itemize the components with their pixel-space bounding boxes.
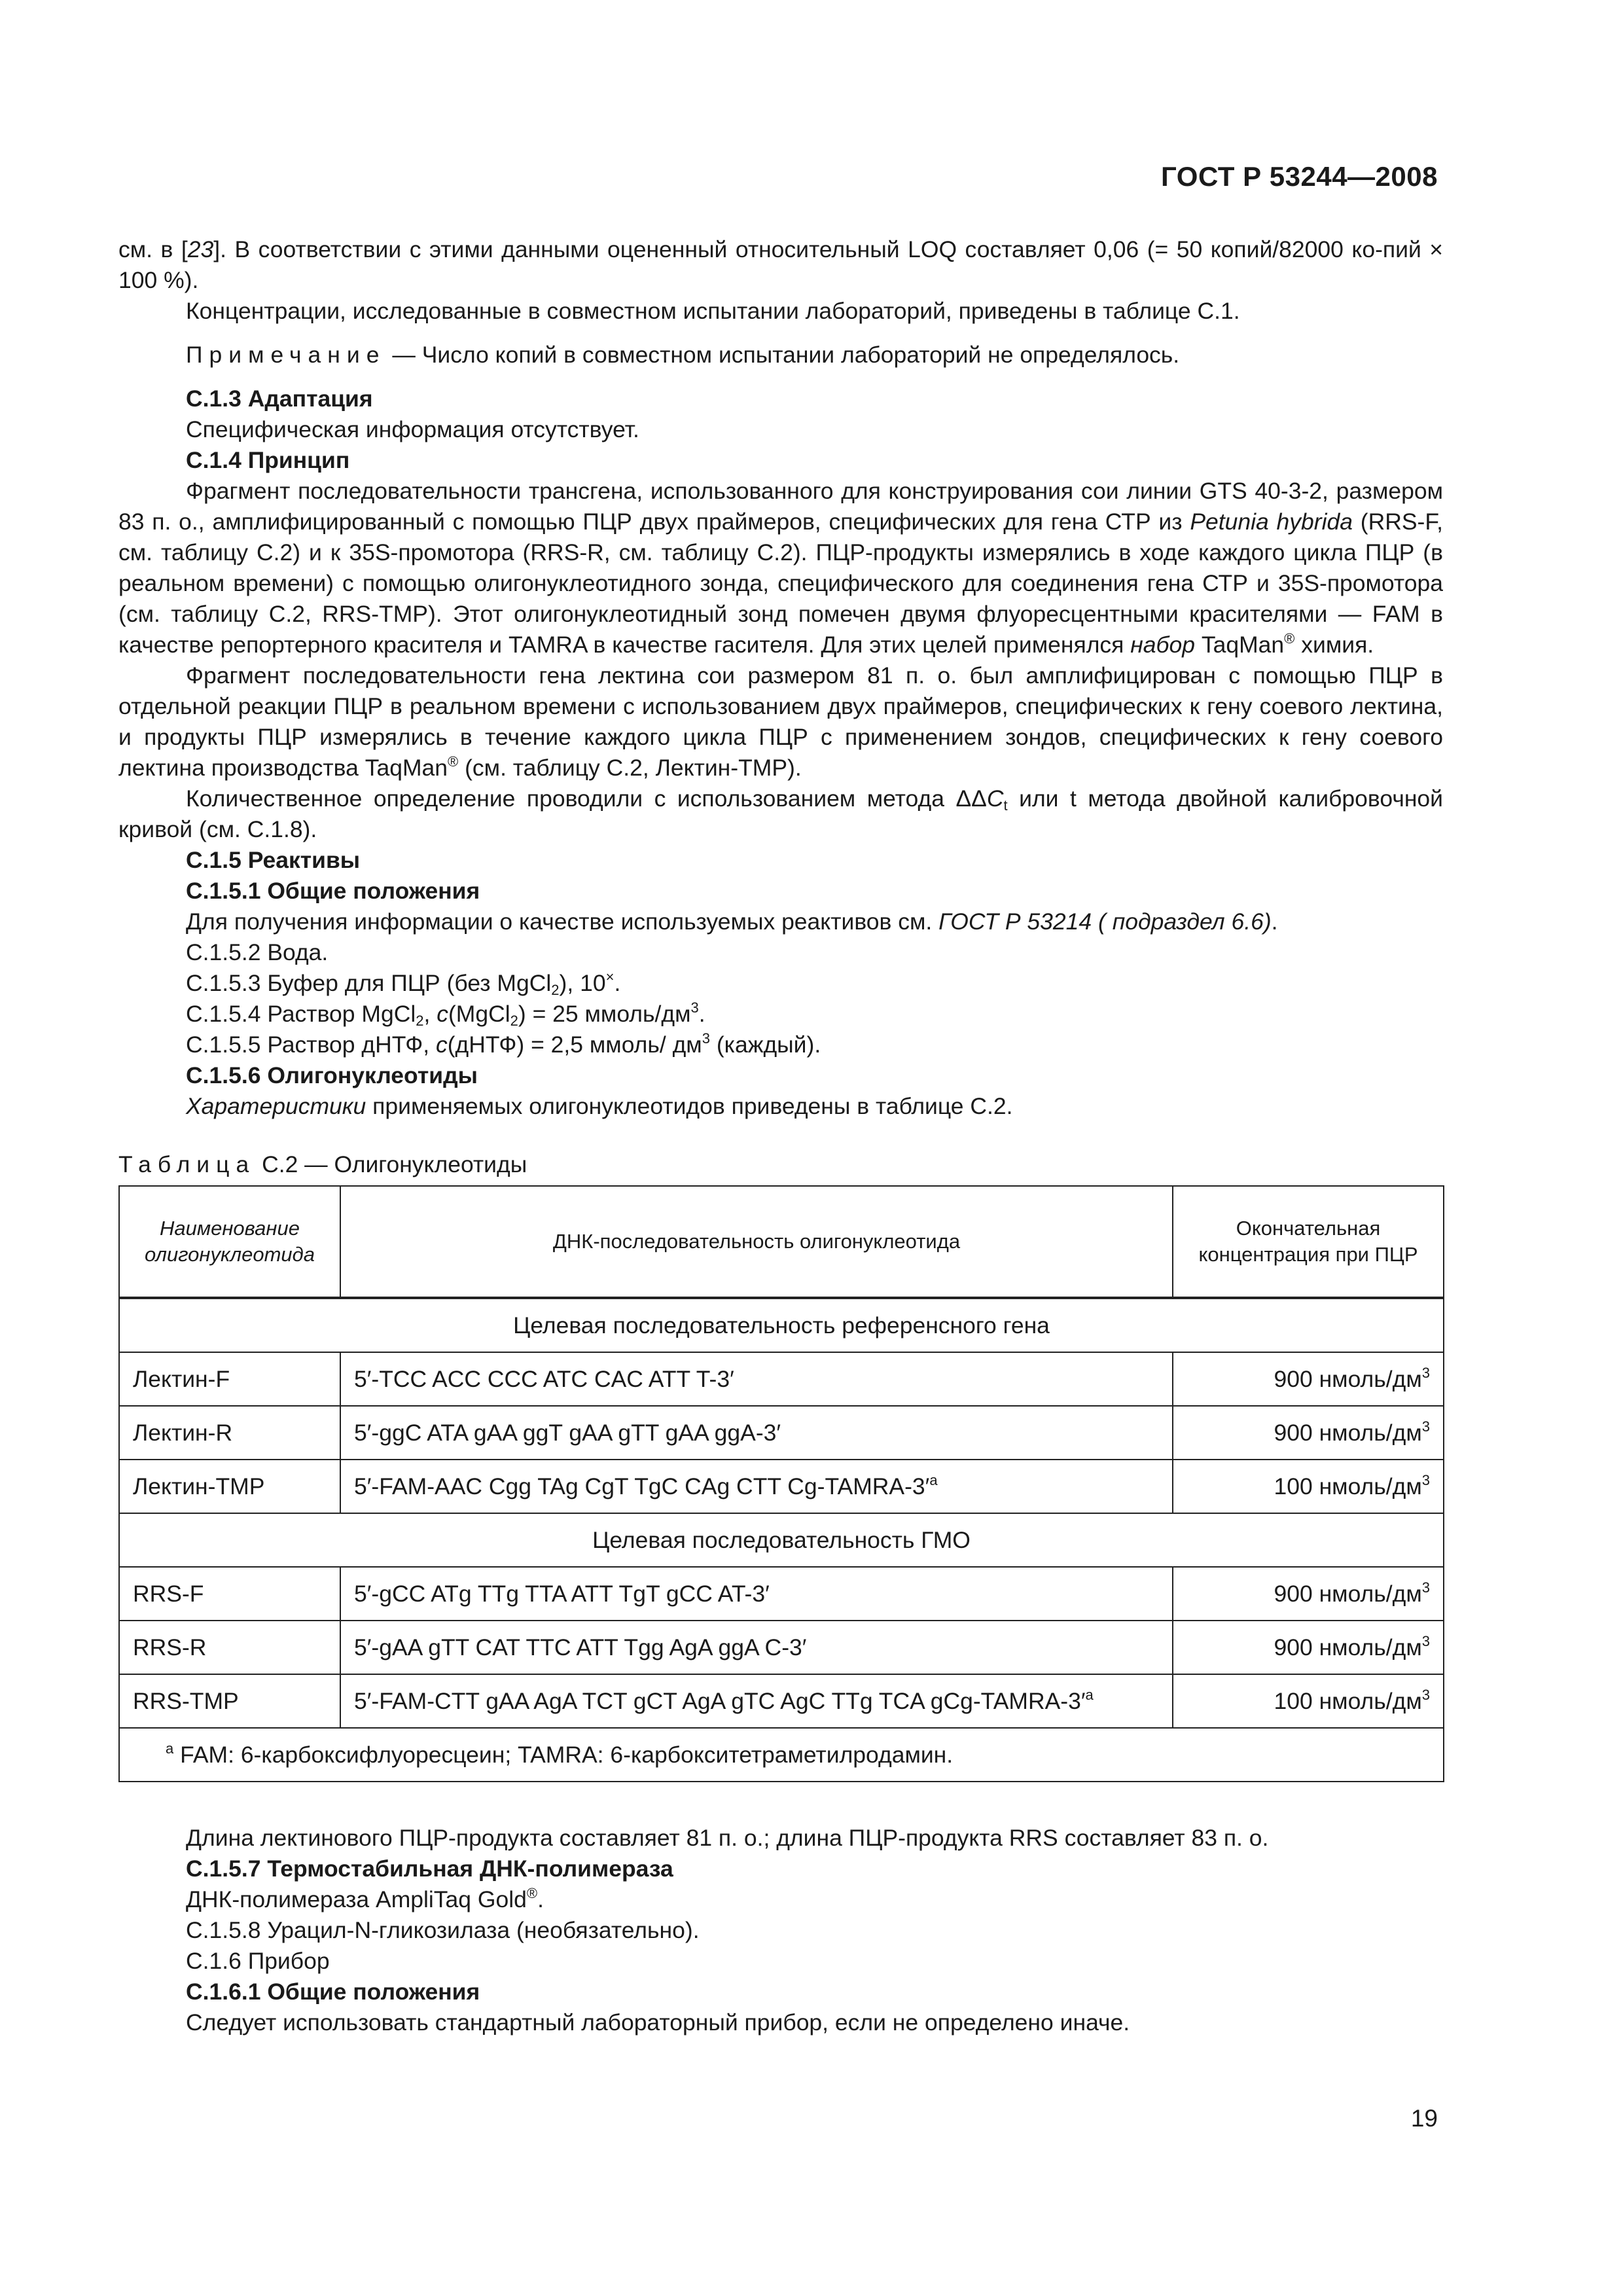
paragraph-c156: Харатеристики применяемых олигонуклеотидов приведены в таблице С.2. <box>186 1093 1013 1119</box>
paragraph-concentrations: Концентрации, исследованные в совместном испытании лабораторий, приведены в таблице С.1. <box>186 298 1240 324</box>
paragraph-c157: ДНК-полимераза AmpliTaq Gold®. <box>186 1885 544 1912</box>
paragraph-product-length: Длина лектинового ПЦР-продукта составляет 81 п. о.; длина ПЦР-продукта RRS составляет 83 п. о. <box>186 1825 1269 1851</box>
section-heading-c161: С.1.6.1 Общие положения <box>186 1979 480 2005</box>
cell-sequence: 5′-FAM-AAC Cgg TAg CgT TgC CAg CTT $Cg-TAMRA-3'^а$ <box>340 1460 1173 1513</box>
column-header-name: Наименование олигонуклеотида <box>119 1186 340 1298</box>
cell-concentration: 900 нмоль/$дм^3$ <box>1173 1406 1444 1460</box>
note: Примечание — Число копий в совместном испытании лабораторий не определялось. <box>186 342 1180 368</box>
cell-name: RRS-TMP <box>119 1674 340 1728</box>
paragraph-c13: Специфическая информация отсутствует. <box>186 416 639 442</box>
section-heading-c15: С.1.5 Реактивы <box>186 847 361 873</box>
table-footnote-row <box>119 1728 1444 1782</box>
paragraph-c14-principle: Фрагмент последовательности трансгена, использованного для конструирования сои линии GTS 40-3-2, размером 83 п. о., амплифицированный с помощью ПЦР двух праймеров, специфических для гена СТР из Petunia hybrida (RRS-F, см. таблицу С.2) и к 35S-промотора (RRS-R, см. таблицу С.2). ПЦР-продукты измерялись в ходе каждого цикла ПЦР (в реальном времени) с помощью олигонуклеотидного зонда, специфического для соединения гена СТР и 35S-промотора (см. таблицу С.2, RRS-TMP). Этот олигонуклеотидный зонд помечен двумя флуоресцентными красителями — FAM в качестве репортерного красителя и TAMRA в качестве гасителя. Для этих целей применялся набор TaqMan® химия. <box>118 478 1443 658</box>
section-heading-c151: С.1.5.1 Общие положения <box>186 878 480 904</box>
cell-sequence: 5′-gAA gTT CAT TTC ATT Tgg AgA ggA C-3′ <box>340 1621 1173 1674</box>
paragraph-c14-quant: Количественное определение проводили с использованием метода $\Delta\Delta C_t$ или t метода двойной калибровочной кривой (см. С.1.8). <box>118 785 1443 842</box>
item-c16: С.1.6 Прибор <box>186 1948 330 1974</box>
cell-concentration: 100 нмоль/$дм^3$ <box>1173 1460 1444 1513</box>
paragraph-c14-lectin: Фрагмент последовательности гена лектина сои размером 81 п. о. был амплифицирован с помощью ПЦР в отдельной реакции ПЦР в реальном времени с использованием двух праймеров, специфических к гену соевого лектина, и продукты ПЦР измерялись в течение каждого цикла ПЦР с применением зондов, специфических к гену соевого лектина производства TaqMan® (см. таблицу С.2, Лектин-TMP). <box>118 662 1443 781</box>
cell-sequence: 5′-gCC ATg TTg TTA ATT TgT gCC AT-3′ <box>340 1567 1173 1621</box>
cell-concentration: 900 нмоль/$дм^3$ <box>1173 1352 1444 1406</box>
table-row <box>119 1352 1444 1406</box>
table-row <box>119 1621 1444 1674</box>
item-c155: С.1.5.5 Раствор дНТФ, c(дНТФ) = 2,5 ммоль/ $дм^3$ (каждый). <box>186 1030 821 1058</box>
cell-name: RRS-F <box>119 1567 340 1621</box>
column-header-sequence: ДНК-последовательность олигонуклеотида <box>340 1186 1173 1298</box>
section-heading-c14: С.1.4 Принцип <box>186 447 350 473</box>
cell-name: Лектин-TMP <box>119 1460 340 1513</box>
oligonucleotides-table <box>118 1185 1444 1782</box>
cell-name: Лектин-F <box>119 1352 340 1406</box>
section-heading-c13: С.1.3 Адаптация <box>186 386 373 412</box>
item-c154: С.1.5.4 Раствор MgCl$_2$, c(MgCl$_2$) = 25 ммоль/$дм^3$. <box>186 999 705 1029</box>
cell-concentration: 100 нмоль/$дм^3$ <box>1173 1674 1444 1728</box>
note-label: Примечание <box>186 342 386 368</box>
table-row <box>119 1406 1444 1460</box>
paragraph-c151: Для получения информации о качестве используемых реактивов см. ГОСТ Р 53214 ( подраздел 6.6). <box>186 908 1278 935</box>
cell-sequence: 5′-ggC ATA gAA ggT gAA gTT gAA ggA-3′ <box>340 1406 1173 1460</box>
table-section-row <box>119 1298 1444 1352</box>
table-header-row <box>119 1186 1444 1298</box>
reference-link: 23 <box>187 236 214 262</box>
table-row <box>119 1460 1444 1513</box>
gost-reference: ГОСТ Р 53214 ( подраздел 6.6) <box>938 908 1272 935</box>
page-number: 19 <box>1410 2105 1438 2132</box>
table-row <box>119 1567 1444 1621</box>
item-c153: С.1.5.3 Буфер для ПЦР (без MgCl$_2$), 10×. <box>186 969 621 998</box>
table-footnote: $^а$ FAM: 6-карбоксифлуоресцеин; TAMRA: 6-карбокситетраметилродамин. <box>119 1728 1444 1782</box>
cell-sequence: 5′-TCC ACC CCC ATC CAC ATT T-3′ <box>340 1352 1173 1406</box>
cell-name: Лектин-R <box>119 1406 340 1460</box>
column-header-concentration: Окончательная концентрация при ПЦР <box>1173 1186 1444 1298</box>
item-c152: С.1.5.2 Вода. <box>186 939 329 965</box>
table-row <box>119 1674 1444 1728</box>
cell-concentration: 900 нмоль/$дм^3$ <box>1173 1621 1444 1674</box>
paragraph-c161: Следует использовать стандартный лабораторный прибор, если не определено иначе. <box>186 2009 1130 2036</box>
cell-concentration: 900 нмоль/$дм^3$ <box>1173 1567 1444 1621</box>
section-title: Целевая последовательность референсного гена <box>119 1298 1444 1352</box>
paragraph-loq: см. в [23]. В соответствии с этими данными оцененный относительный LOQ составляет 0,06 (= 50 копий/82000 ко-пий × 100 %). <box>118 236 1444 293</box>
section-title: Целевая последовательность ГМО <box>119 1513 1444 1567</box>
cell-sequence: 5′-FAM-CTT gAA AgA TCT gCT AgA gTC AgC TTg TCA gCg-$TAMRA-3'^а$ <box>340 1674 1173 1728</box>
section-heading-c156: С.1.5.6 Олигонуклеотиды <box>186 1062 478 1088</box>
table-caption: Таблица С.2 — Олигонуклеотиды <box>118 1151 527 1177</box>
document-header: ГОСТ Р 53244—2008 <box>1161 161 1438 192</box>
section-heading-c157: С.1.5.7 Термостабильная ДНК-полимераза <box>186 1856 673 1882</box>
item-c158: С.1.5.8 Урацил-N-гликозилаза (необязательно). <box>186 1917 700 1943</box>
cell-name: RRS-R <box>119 1621 340 1674</box>
table-section-row <box>119 1513 1444 1567</box>
document-body <box>118 234 1443 2038</box>
